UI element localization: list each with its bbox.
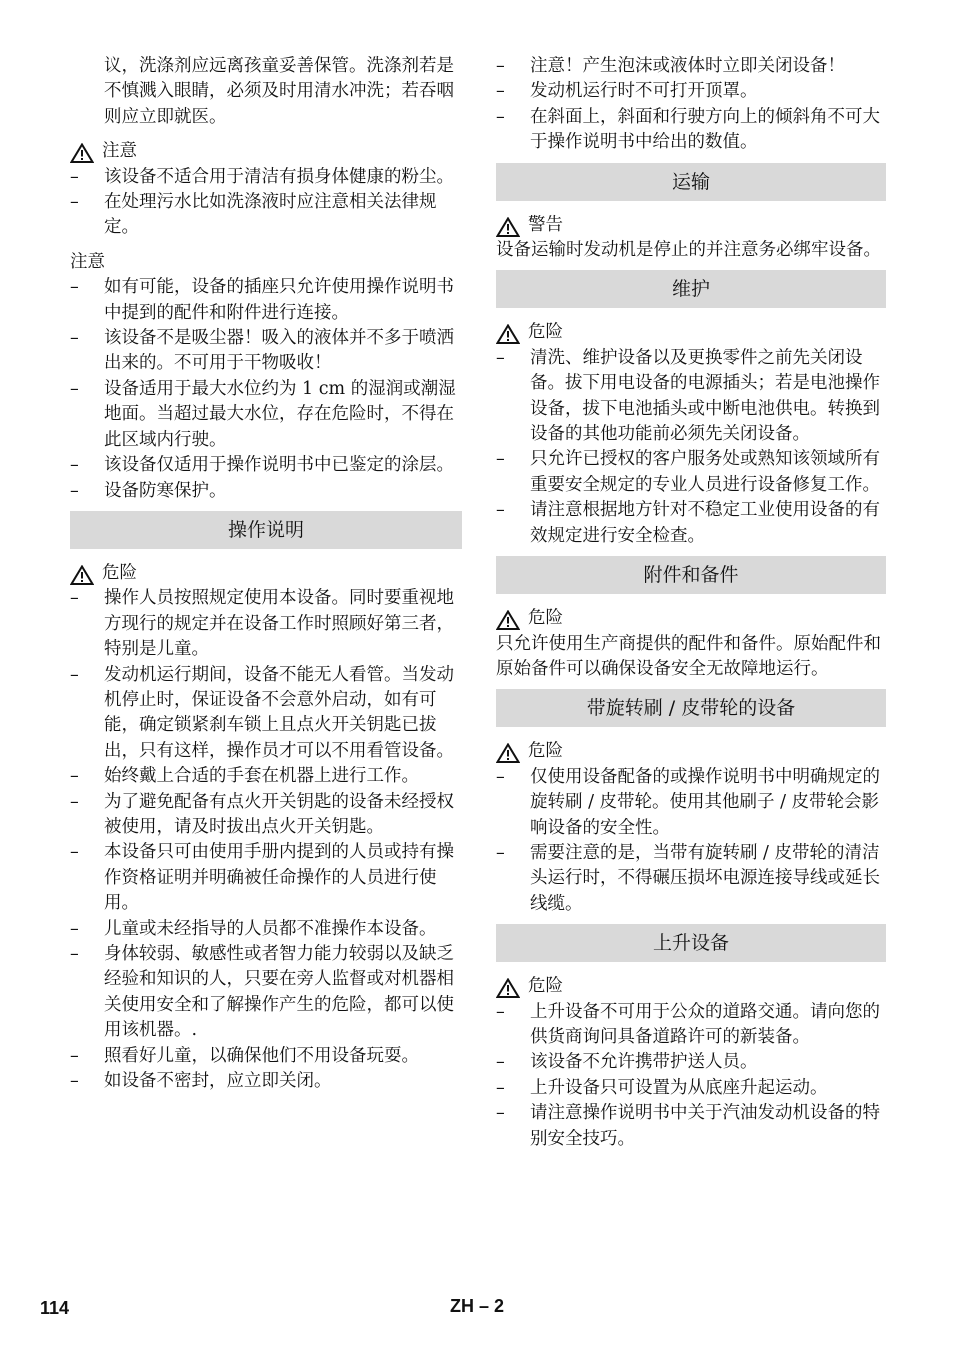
list-item: – 注意！产生泡沫或液体时立即关闭设备！ <box>496 54 886 79</box>
danger-heading <box>496 606 886 631</box>
dash-bullet: – <box>70 944 79 964</box>
dash-bullet: – <box>496 81 505 102</box>
warning-triangle-icon <box>496 217 520 237</box>
list-item: – 该设备不允许携带护送人员。 <box>496 1050 886 1075</box>
list-item: – 请注意操作说明书中关于汽油发动机设备的特别安全技巧。 <box>496 1103 880 1149</box>
section-heading-maintenance: 维护 <box>496 270 886 308</box>
note-label: 注意 <box>70 251 105 272</box>
warning-triangle-icon <box>496 978 520 998</box>
danger-label: 危险 <box>528 741 563 762</box>
warning-triangle-icon <box>496 324 520 344</box>
caution-heading <box>70 139 462 164</box>
list-item: – 儿童或未经指导的人员都不准操作本设备。 <box>70 917 462 942</box>
list-item: – 需要注意的是，当带有旋转刷 / 皮带轮的清洁头运行时，不得碾压损坏电源连接导线或延长线缆。 <box>496 842 880 914</box>
dash-bullet: – <box>70 791 79 812</box>
list-item: – 照看好儿童，以确保他们不用设备玩耍。 <box>70 1044 462 1069</box>
intro-text: 议，洗涤剂应远离孩童妥善保管。洗涤剂若是不慎溅入眼睛，必须及时用清水冲洗；若吞咽则应立即就医。 <box>104 56 454 127</box>
warning-triangle-icon <box>496 610 520 630</box>
list-item: – 在斜面上，斜面和行驶方向上的倾斜角不可大于操作说明书中给出的数值。 <box>496 106 880 153</box>
dash-bullet: – <box>70 480 79 501</box>
transport-text: 设备运输时发动机是停止的并注意务必绑牢设备。 <box>496 240 881 261</box>
language-code: ZH – 2 <box>450 1296 505 1316</box>
dash-bullet: – <box>70 842 79 863</box>
warning-triangle-icon <box>70 565 94 585</box>
warning-heading <box>496 213 886 238</box>
list-item: – 本设备只可由使用手册内提到的人员或持有操作资格证明并明确被任命操作的人员进行使用。 <box>70 842 454 914</box>
dash-bullet: – <box>496 842 505 863</box>
list-item: – 请注意根据地方针对不稳定工业使用设备的有效规定进行安全检查。 <box>496 500 880 546</box>
caution-label: 注意 <box>102 141 137 162</box>
warning-triangle-icon <box>496 743 520 763</box>
danger-heading <box>496 739 886 764</box>
dash-bullet: – <box>70 455 79 476</box>
danger-heading <box>496 320 886 345</box>
list-item: – 发动机运行时不可打开顶罩。 <box>496 79 886 104</box>
list-item: – 如设备不密封，应立即关闭。 <box>70 1069 462 1094</box>
danger-label: 危险 <box>528 322 563 343</box>
section-heading-lift: 上升设备 <box>496 924 886 962</box>
list-item: – 身体较弱、敏感性或者智力能力较弱以及缺乏经验和知识的人，只要在旁人监督或对机器相关使用安全和了解操作产生的危险，都可以使用该机器。. <box>70 944 454 1041</box>
dash-bullet: – <box>70 378 79 399</box>
dash-bullet: – <box>496 500 505 521</box>
dash-bullet: – <box>70 664 79 685</box>
dash-bullet: – <box>496 766 505 787</box>
danger-label: 危险 <box>528 608 563 629</box>
dash-bullet: – <box>496 1077 505 1098</box>
right-column <box>496 54 886 1152</box>
section-heading-brush: 带旋转刷 / 皮带轮的设备 <box>496 689 886 727</box>
list-item: – 设备适用于最大水位约为 1 cm 的湿润或潮湿地面。当超过最大水位，存在危险时，不得在此区域内行驶。 <box>70 378 456 450</box>
dash-bullet: – <box>496 56 505 76</box>
accessories-text: 只允许使用生产商提供的配件和备件。原始配件和原始备件可以确保设备安全无故障地运行。 <box>496 633 881 679</box>
section-heading-transport: 运输 <box>496 163 886 201</box>
danger-heading <box>70 561 462 586</box>
dash-bullet: – <box>496 106 505 127</box>
list-item: – 该设备不适合用于清洁有损身体健康的粉尘。 <box>70 165 462 190</box>
dash-bullet: – <box>70 918 79 939</box>
list-item: – 上升设备只可设置为从底座升起运动。 <box>496 1076 886 1101</box>
list-item: – 为了避免配备有点火开关钥匙的设备未经授权被使用，请及时拔出点火开关钥匙。 <box>70 791 454 837</box>
warning-triangle-icon <box>70 143 94 163</box>
dash-bullet: – <box>496 1001 505 1022</box>
left-column <box>70 54 462 1094</box>
danger-label: 危险 <box>528 976 563 997</box>
list-item: – 该设备仅适用于操作说明书中已鉴定的涂层。 <box>70 453 462 478</box>
list-item: – 只允许已授权的客户服务处或熟知该领域所有重要安全规定的专业人员进行设备修复工作。 <box>496 449 880 495</box>
list-item: – 操作人员按照规定使用本设备。同时要重视地方现行的规定并在设备工作时照顾好第三者，特别是儿童。 <box>70 588 454 660</box>
list-item: – 在处理污水比如洗涤液时应注意相关法律规定。 <box>70 192 437 238</box>
section-heading-accessories: 附件和备件 <box>496 556 886 594</box>
dash-bullet: – <box>496 1103 505 1124</box>
list-item: – 设备防寒保护。 <box>70 479 462 504</box>
dash-bullet: – <box>70 328 79 349</box>
dash-bullet: – <box>496 1052 505 1073</box>
warning-label: 警告 <box>528 214 563 235</box>
dash-bullet: – <box>70 1045 79 1066</box>
dash-bullet: – <box>70 192 79 213</box>
list-item: – 发动机运行期间，设备不能无人看管。当发动机停止时，保证设备不会意外启动，如有可能，确定锁紧刹车锁上且点火开关钥匙已拔出，只有这样，操作员才可以不用看管设备。 <box>70 664 454 761</box>
dash-bullet: – <box>70 166 79 187</box>
dash-bullet: – <box>496 347 505 368</box>
page-number: 114 <box>40 1298 70 1318</box>
dash-bullet: – <box>70 1071 79 1092</box>
section-heading-operation: 操作说明 <box>70 511 462 549</box>
dash-bullet: – <box>70 277 79 298</box>
dash-bullet: – <box>70 588 79 609</box>
list-item: – 该设备不是吸尘器！吸入的液体并不多于喷洒出来的。不可用于干物吸收！ <box>70 328 454 374</box>
dash-bullet: – <box>70 766 79 787</box>
danger-label: 危险 <box>102 562 137 583</box>
list-item: – 上升设备不可用于公众的道路交通。请向您的供货商询问具备道路许可的新装备。 <box>496 1001 880 1047</box>
list-item: – 始终戴上合适的手套在机器上进行工作。 <box>70 764 462 789</box>
danger-heading <box>496 974 886 999</box>
dash-bullet: – <box>496 449 505 470</box>
list-item: – 仅使用设备配备的或操作说明书中明确规定的旋转刷 / 皮带轮。使用其他刷子 / 皮带轮会影响设备的安全性。 <box>496 766 880 838</box>
list-item: – 清洗、维护设备以及更换零件之前先关闭设备。拔下用电设备的电源插头；若是电池操作设备，拔下电池插头或中断电池供电。转换到设备的其他功能前必须先关闭设备。 <box>496 347 880 445</box>
list-item: – 如有可能，设备的插座只允许使用操作说明书中提到的配件和附件进行连接。 <box>70 277 454 323</box>
